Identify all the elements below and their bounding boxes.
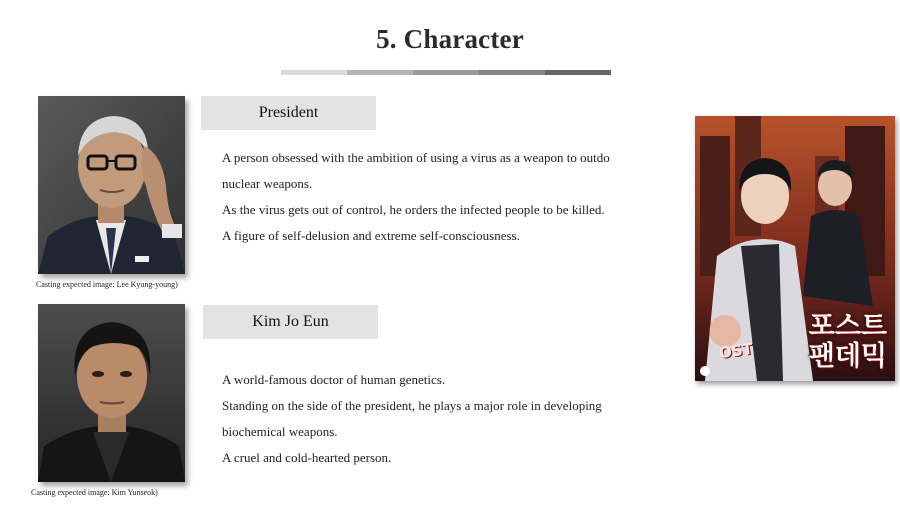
kim-jo-eun-name-box <box>203 305 378 339</box>
cover-title-line-2: 팬데믹 <box>808 341 887 372</box>
president-description <box>222 145 610 249</box>
cover-ost-label: OST <box>717 339 754 363</box>
president-photo <box>38 96 185 274</box>
kim-jo-eun-description <box>222 367 602 471</box>
kim-jo-eun-name: Kim Jo Eun <box>252 313 329 330</box>
page-title: 5. Character <box>376 24 524 54</box>
president-name-box <box>201 96 376 130</box>
title-underline <box>281 70 611 75</box>
webtoon-cover-image <box>695 116 895 381</box>
title-underline-seg-5 <box>545 70 611 75</box>
cover-badge-icon <box>700 366 710 376</box>
president-desc-line: As the virus gets out of control, he orders the infected people to be killed. <box>222 202 605 217</box>
president-desc-line: A figure of self-delusion and extreme self-consciousness. <box>222 228 520 243</box>
president-desc-line: A person obsessed with the ambition of using a virus as a weapon to outdo <box>222 150 610 165</box>
kim-jo-eun-desc-line: biochemical weapons. <box>222 424 338 439</box>
president-caption: Casting expected image: Lee Kyung-young) <box>36 280 178 289</box>
president-name: President <box>258 104 319 121</box>
cover-title-line-1: 포스트 <box>808 311 887 342</box>
kim-jo-eun-desc-line: Standing on the side of the president, he plays a major role in developing <box>222 398 602 413</box>
cover-title <box>809 312 887 372</box>
kim-jo-eun-desc-line: A cruel and cold-hearted person. <box>222 450 392 465</box>
title-underline-seg-2 <box>347 70 413 75</box>
president-desc-line: nuclear weapons. <box>222 176 313 191</box>
title-underline-seg-3 <box>413 70 479 75</box>
kim-jo-eun-photo <box>38 304 185 482</box>
kim-jo-eun-desc-line: A world-famous doctor of human genetics. <box>222 372 446 387</box>
title-underline-seg-1 <box>281 70 347 75</box>
kim-jo-eun-caption: Casting expected image: Kim Yunseok) <box>31 488 158 497</box>
title-underline-seg-4 <box>479 70 545 75</box>
